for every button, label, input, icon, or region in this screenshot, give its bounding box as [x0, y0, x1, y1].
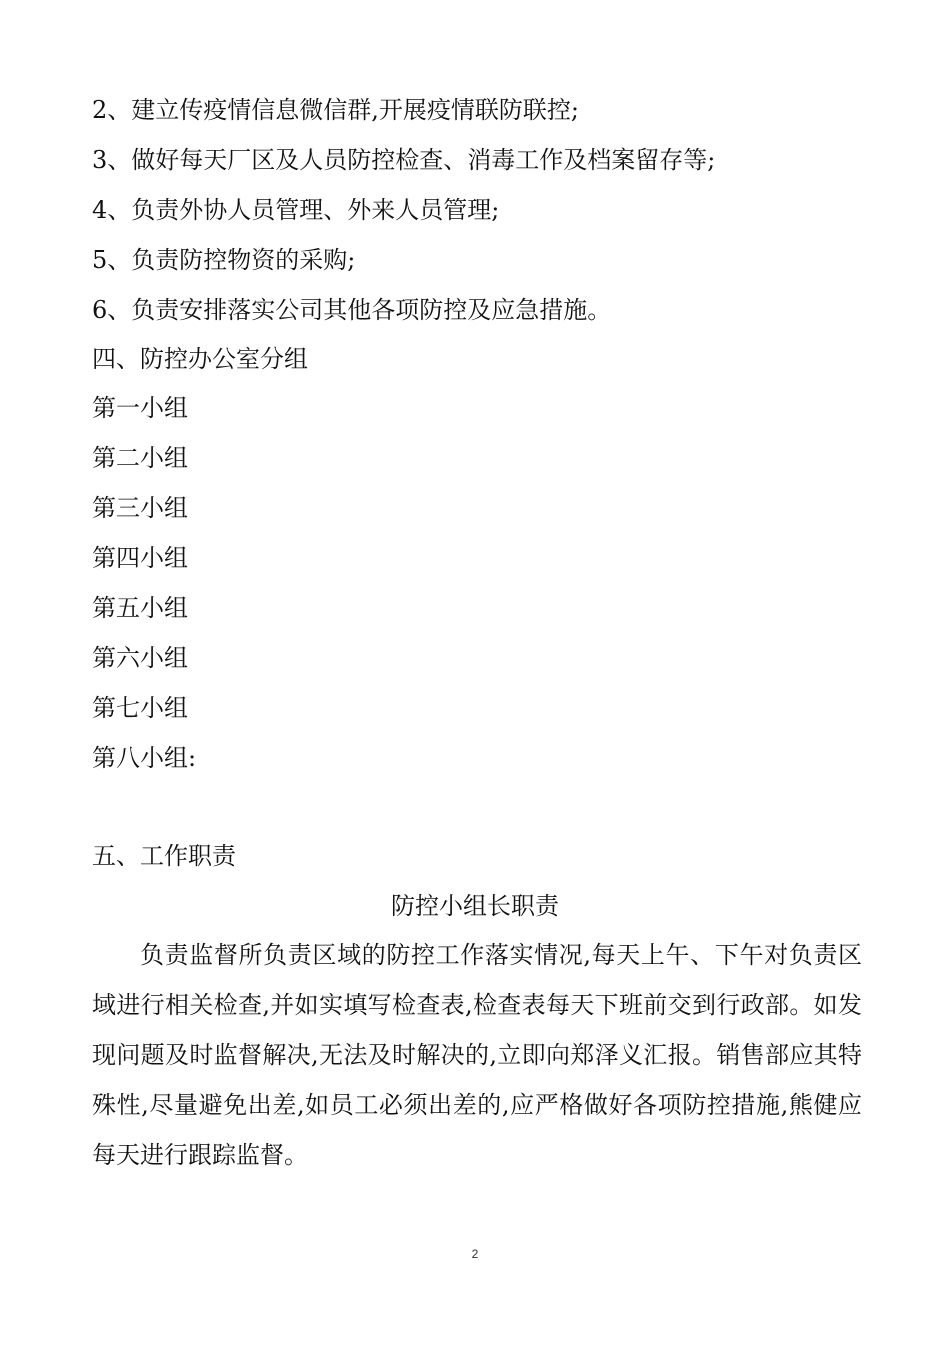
list-item-3: 3、做好每天厂区及人员防控检查、消毒工作及档案留存等; [92, 146, 716, 174]
list-item-4: 4、负责外协人员管理、外来人员管理; [92, 196, 500, 224]
section-four-heading: 四、防控办公室分组 [92, 345, 308, 373]
section-five-heading: 五、工作职责 [92, 842, 236, 870]
list-item-5: 5、负责防控物资的采购; [92, 246, 356, 274]
duty-paragraph: 负责监督所负责区域的防控工作落实情况,每天上午、下午对负责区域进行相关检查,并如实填写检查表,检查表每天下班前交到行政部。如发现问题及时监督解决,无法及时解决的,立即向郑泽义汇报。销售部应其特殊性,尽量避免出差,如员工必须出差的,应严格做好各项防控措施,熊健应每天进行跟踪监督。 [92, 941, 862, 1169]
group-1: 第一小组 [92, 394, 188, 422]
group-3: 第三小组 [92, 494, 188, 522]
group-7: 第七小组 [92, 694, 188, 722]
group-6: 第六小组 [92, 644, 188, 672]
subtitle: 防控小组长职责 [391, 892, 559, 920]
group-2: 第二小组 [92, 444, 188, 472]
group-4: 第四小组 [92, 544, 188, 572]
group-8: 第八小组: [92, 744, 197, 772]
page-number: 2 [471, 1247, 479, 1261]
list-item-2: 2、建立传疫情信息微信群,开展疫情联防联控; [92, 96, 579, 124]
group-5: 第五小组 [92, 594, 188, 622]
list-item-6: 6、负责安排落实公司其他各项防控及应急措施。 [92, 296, 612, 324]
